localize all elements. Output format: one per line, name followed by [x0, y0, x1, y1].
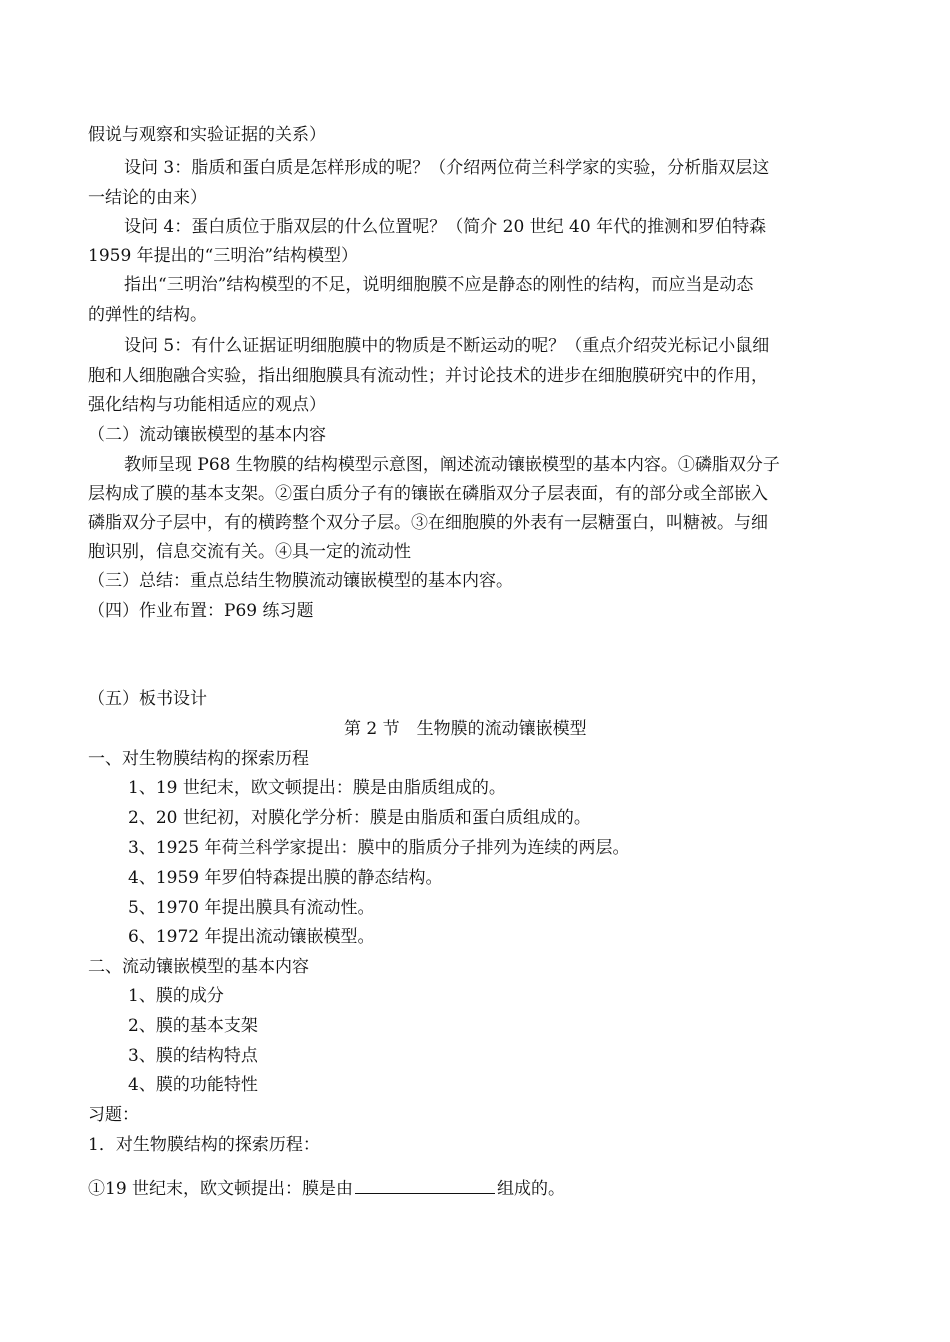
paragraph-line: 层构成了膜的基本支架。②蛋白质分子有的镶嵌在磷脂双分子层表面，有的部分或全部嵌入	[88, 484, 768, 504]
list-item: 3、膜的结构特点	[128, 1046, 258, 1066]
list-item: 2、20 世纪初，对膜化学分析：膜是由脂质和蛋白质组成的。	[128, 808, 591, 828]
section-heading: （三）总结：重点总结生物膜流动镶嵌模型的基本内容。	[88, 571, 513, 591]
paragraph-line: 一结论的由来）	[88, 188, 207, 208]
exercise-question: 1．对生物膜结构的探索历程：	[88, 1135, 320, 1155]
exercise-heading: 习题：	[88, 1105, 139, 1125]
list-item: 2、膜的基本支架	[128, 1016, 258, 1036]
list-item: 4、膜的功能特性	[128, 1075, 258, 1095]
section-heading: （四）作业布置：P69 练习题	[88, 601, 314, 621]
list-item: 1、膜的成分	[128, 986, 224, 1006]
fill-in-question	[88, 1177, 565, 1200]
paragraph-line: 强化结构与功能相适应的观点）	[88, 395, 326, 415]
paragraph-line: 设问 3：脂质和蛋白质是怎样形成的呢？（介绍两位荷兰科学家的实验，分析脂双层这	[124, 158, 770, 178]
list-item: 5、1970 年提出膜具有流动性。	[128, 898, 375, 918]
paragraph-line: 教师呈现 P68 生物膜的结构模型示意图，阐述流动镶嵌模型的基本内容。①磷脂双分子	[124, 455, 780, 475]
list-item: 6、1972 年提出流动镶嵌模型。	[128, 927, 375, 947]
question-text: ①19 世纪末，欧文顿提出：膜是由	[88, 1179, 354, 1199]
board-heading-1: 一、对生物膜结构的探索历程	[88, 749, 309, 769]
section-heading: （二）流动镶嵌模型的基本内容	[88, 425, 326, 445]
paragraph-line: 指出“三明治”结构模型的不足，说明细胞膜不应是静态的刚性的结构，而应当是动态	[124, 275, 754, 295]
paragraph-line: 设问 4：蛋白质位于脂双层的什么位置呢？（简介 20 世纪 40 年代的推测和罗伯特森	[124, 217, 767, 237]
paragraph-line: 1959 年提出的“三明治”结构模型）	[88, 246, 359, 266]
paragraph-line: 假说与观察和实验证据的关系）	[88, 125, 326, 145]
answer-blank[interactable]	[355, 1177, 495, 1194]
paragraph-line: 胞和人细胞融合实验，指出细胞膜具有流动性；并讨论技术的进步在细胞膜研究中的作用，	[88, 366, 768, 386]
board-heading-2: 二、流动镶嵌模型的基本内容	[88, 957, 309, 977]
paragraph-line: 设问 5：有什么证据证明细胞膜中的物质是不断运动的呢？（重点介绍荧光标记小鼠细	[124, 336, 770, 356]
section-heading: （五）板书设计	[88, 689, 207, 709]
board-title: 第 2 节 生物膜的流动镶嵌模型	[344, 719, 587, 739]
list-item: 1、19 世纪末，欧文顿提出：膜是由脂质组成的。	[128, 778, 506, 798]
paragraph-line: 胞识别，信息交流有关。④具一定的流动性	[88, 542, 411, 562]
list-item: 4、1959 年罗伯特森提出膜的静态结构。	[128, 868, 443, 888]
list-item: 3、1925 年荷兰科学家提出：膜中的脂质分子排列为连续的两层。	[128, 838, 630, 858]
paragraph-line: 磷脂双分子层中，有的横跨整个双分子层。③在细胞膜的外表有一层糖蛋白，叫糖被。与细	[88, 513, 768, 533]
question-text: 组成的。	[497, 1179, 566, 1199]
paragraph-line: 的弹性的结构。	[88, 305, 207, 325]
